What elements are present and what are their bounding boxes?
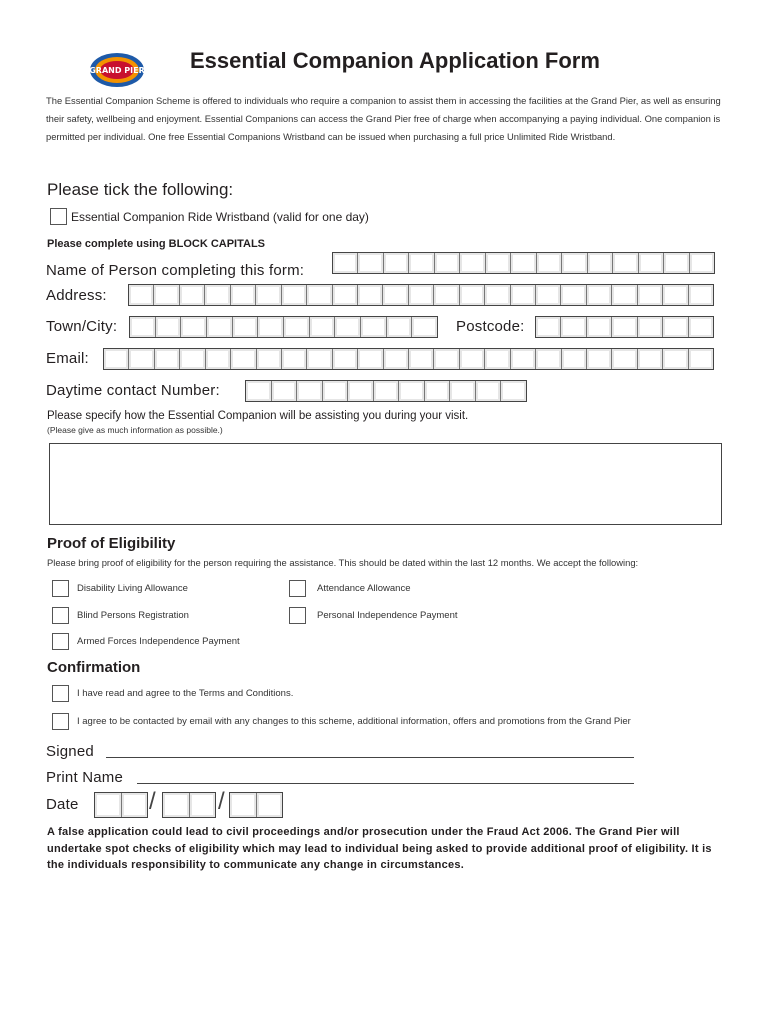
print-name-line[interactable] <box>137 783 634 784</box>
date-label: Date <box>46 796 79 813</box>
wristband-label: Essential Companion Ride Wristband (valid for one day) <box>71 209 369 224</box>
phone-input[interactable] <box>245 380 527 402</box>
dla-checkbox[interactable] <box>52 580 69 597</box>
option-pip[interactable] <box>289 607 458 624</box>
date-month-input[interactable] <box>162 792 216 818</box>
logo-text: GRAND PIER <box>89 66 145 75</box>
date-separator-2: / <box>218 788 225 815</box>
date-separator-1: / <box>149 788 156 815</box>
grand-pier-logo <box>88 49 146 91</box>
wristband-checkbox[interactable] <box>50 208 67 225</box>
confirmation-heading: Confirmation <box>47 659 141 676</box>
address-label: Address: <box>46 287 107 304</box>
blind-checkbox[interactable] <box>52 607 69 624</box>
confirm-contact[interactable] <box>52 713 631 730</box>
signed-label: Signed <box>46 743 94 760</box>
confirm-terms[interactable] <box>52 685 293 702</box>
armed-forces-label: Armed Forces Independence Payment <box>77 636 240 647</box>
page-title: Essential Companion Application Form <box>190 48 600 73</box>
fraud-warning: A false application could lead to civil proceedings and/or prosecution under the Fraud Act 2006. The Grand Pier will undertake spot checks of eligibility which may lead to individual being asked to provide additional proof of eligibility. It is the individuals responsibility to communicate any change in circumstances. <box>47 826 712 871</box>
pip-label: Personal Independence Payment <box>317 610 458 621</box>
dla-label: Disability Living Allowance <box>77 583 188 594</box>
block-capitals-note: Please complete using BLOCK CAPITALS <box>47 238 266 250</box>
specify-subtext: (Please give as much information as possible.) <box>47 425 223 435</box>
eligibility-desc: Please bring proof of eligibility for the person requiring the assistance. This should be dated within the last 12 months. We accept the following: <box>47 557 639 568</box>
date-day-input[interactable] <box>94 792 148 818</box>
address-input[interactable] <box>128 284 714 306</box>
date-year-input[interactable] <box>229 792 283 818</box>
armed-forces-checkbox[interactable] <box>52 633 69 650</box>
option-armed-forces[interactable] <box>52 633 240 650</box>
town-input[interactable] <box>129 316 438 338</box>
option-attendance[interactable] <box>289 580 410 597</box>
tick-heading: Please tick the following: <box>47 180 234 199</box>
signed-line[interactable] <box>106 757 634 758</box>
print-name-label: Print Name <box>46 769 124 786</box>
pip-checkbox[interactable] <box>289 607 306 624</box>
blind-label: Blind Persons Registration <box>77 610 189 621</box>
phone-label: Daytime contact Number: <box>46 382 220 399</box>
intro-text: The Essential Companion Scheme is offered to individuals who require a companion to assist them in accessing the facilities at the Grand Pier, as well as ensuring their safety, wellbeing and enjoyment. Essential Companions can access the Grand Pier free of charge when accompanying a paying individual. One companion is permitted per individual. One free Essential Companions Wristband can be issued when purchasing a full price Unlimited Ride Wristband. <box>46 95 721 142</box>
attendance-label: Attendance Allowance <box>317 583 411 594</box>
specify-text: Please specify how the Essential Companion will be assisting you during your visit. <box>47 410 469 422</box>
postcode-label: Postcode: <box>456 318 525 335</box>
contact-checkbox[interactable] <box>52 713 69 730</box>
terms-label: I have read and agree to the Terms and Conditions. <box>77 688 294 699</box>
terms-checkbox[interactable] <box>52 685 69 702</box>
assistance-textarea[interactable] <box>49 443 722 525</box>
option-dla[interactable] <box>52 580 188 597</box>
name-input[interactable] <box>332 252 715 274</box>
attendance-checkbox[interactable] <box>289 580 306 597</box>
eligibility-heading: Proof of Eligibility <box>47 535 176 552</box>
contact-label: I agree to be contacted by email with any changes to this scheme, additional information, offers and promotions from the Grand Pier <box>77 716 631 727</box>
town-label: Town/City: <box>46 318 118 335</box>
option-blind[interactable] <box>52 607 189 624</box>
wristband-option[interactable] <box>50 208 369 225</box>
name-label: Name of Person completing this form: <box>46 262 305 279</box>
email-label: Email: <box>46 350 89 367</box>
email-input[interactable] <box>103 348 714 370</box>
postcode-input[interactable] <box>535 316 714 338</box>
